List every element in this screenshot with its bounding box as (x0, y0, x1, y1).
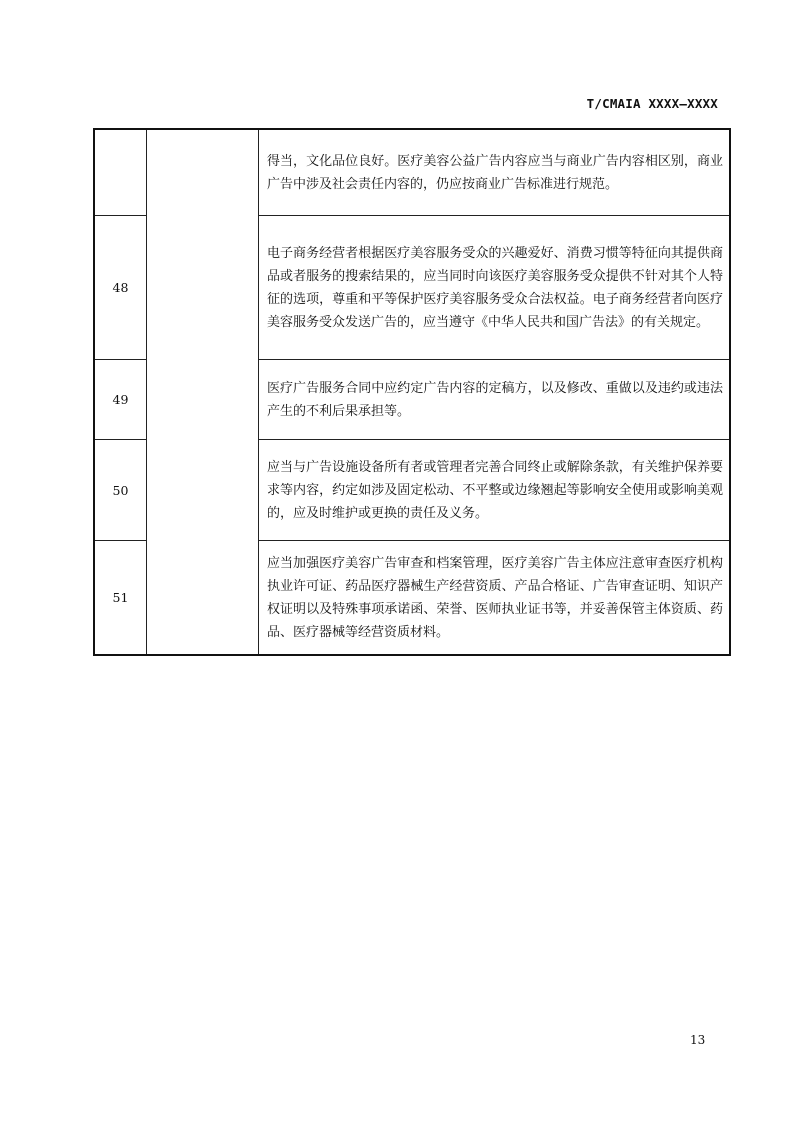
standards-table (93, 128, 731, 656)
page-number: 13 (690, 1033, 706, 1047)
row-number: 51 (94, 541, 147, 656)
category-cell (147, 129, 259, 655)
row-text: 医疗广告服务合同中应约定广告内容的定稿方，以及修改、重做以及违约或违法产生的不利后果承担等。 (259, 360, 731, 440)
row-number (94, 129, 147, 216)
row-number: 50 (94, 440, 147, 541)
table-row (94, 129, 730, 216)
row-text: 得当，文化品位良好。医疗美容公益广告内容应当与商业广告内容相区别，商业广告中涉及社会责任内容的，仍应按商业广告标准进行规范。 (259, 129, 731, 216)
row-text: 应当与广告设施设备所有者或管理者完善合同终止或解除条款，有关维护保养要求等内容，约定如涉及固定松动、不平整或边缘翘起等影响安全使用或影响美观的，应及时维护或更换的责任及义务。 (259, 440, 731, 541)
document-code: T/CMAIA XXXX—XXXX (586, 96, 718, 111)
row-number: 48 (94, 216, 147, 360)
row-text: 电子商务经营者根据医疗美容服务受众的兴趣爱好、消费习惯等特征向其提供商品或者服务的搜索结果的，应当同时向该医疗美容服务受众提供不针对其个人特征的选项，尊重和平等保护医疗美容服务受众合法权益。电子商务经营者向医疗美容服务受众发送广告的，应当遵守《中华人民共和国广告法》的有关规定。 (259, 216, 731, 360)
row-text: 应当加强医疗美容广告审查和档案管理，医疗美容广告主体应注意审查医疗机构执业许可证、药品医疗器械生产经营资质、产品合格证、广告审查证明、知识产权证明以及特殊事项承诺函、荣誉、医师执业证书等，并妥善保管主体资质、药品、医疗器械等经营资质材料。 (259, 541, 731, 656)
row-number: 49 (94, 360, 147, 440)
